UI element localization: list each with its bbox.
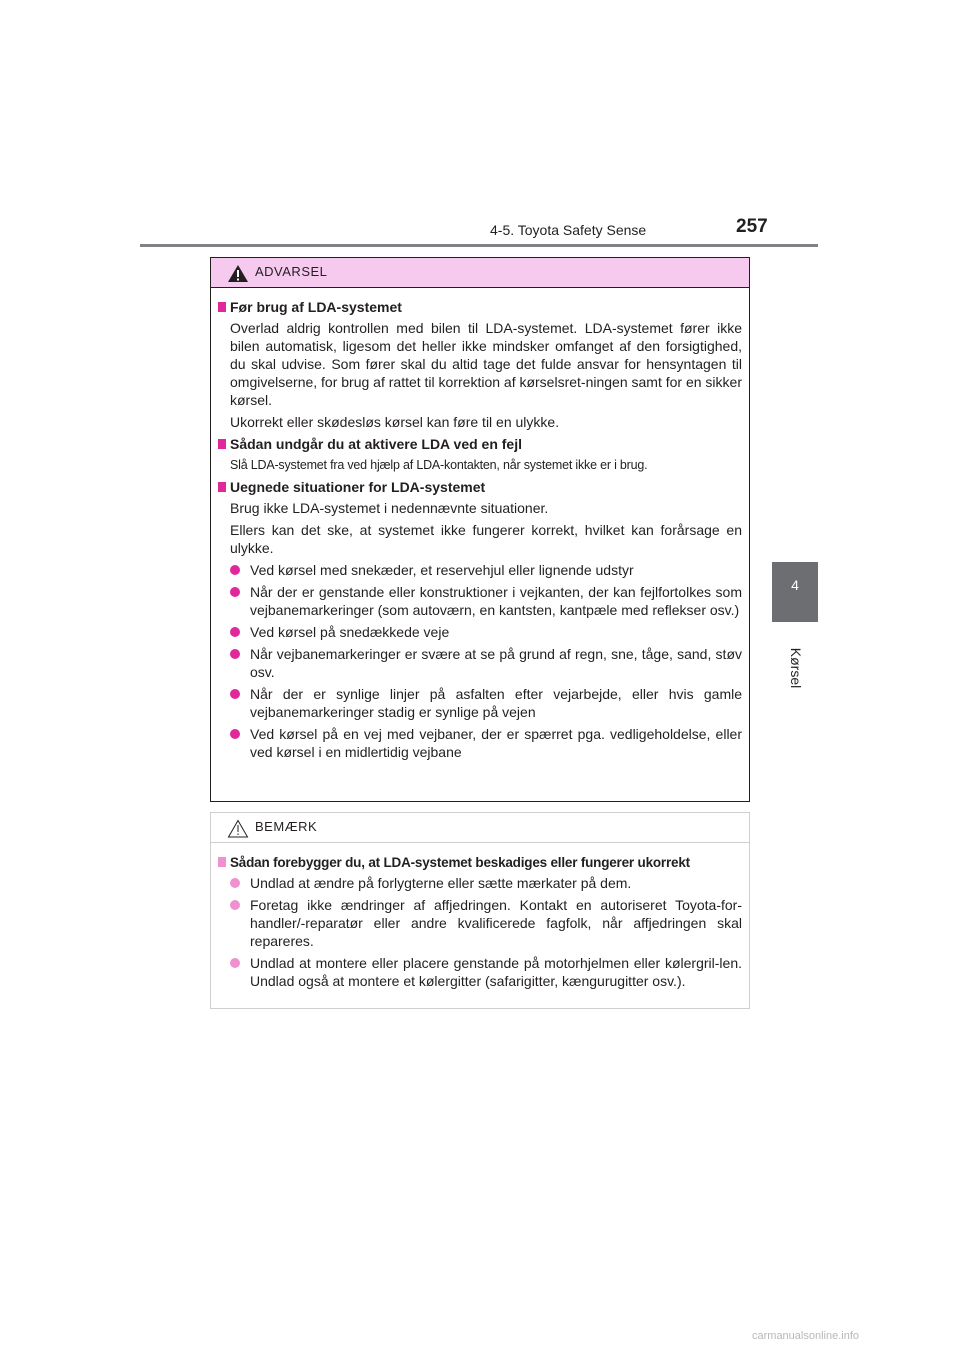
bullet-text: Når vejbanemarkeringer er svære at se på grund af regn, sne, tåge, sand, støv osv. (250, 646, 742, 680)
warning-box (210, 257, 750, 802)
list-item (230, 896, 742, 950)
warning-heading-3 (218, 478, 742, 497)
warning-body (211, 288, 749, 761)
notice-heading (218, 853, 742, 872)
square-bullet-icon (218, 439, 226, 449)
heading-text: Før brug af LDA-systemet (230, 299, 402, 315)
warning-triangle-icon (227, 264, 249, 283)
bullet-text: Ved kørsel med snekæder, et reservehjul eller lignende udstyr (250, 562, 634, 578)
caution-triangle-icon (227, 819, 249, 838)
list-item (230, 725, 742, 761)
warning-paragraph: Ukorrekt eller skødesløs kørsel kan føre til en ulykke. (230, 414, 560, 430)
round-bullet-icon (230, 729, 240, 739)
list-item (230, 685, 742, 721)
round-bullet-icon (230, 587, 240, 597)
square-bullet-icon (218, 302, 226, 312)
page-number: 257 (736, 216, 768, 237)
bullet-text: Foretag ikke ændringer af affjedringen. Kontakt en autoriseret Toyota-for-handler/-reparatør eller andre kvalificerede fagfolk, når affjedringen skal repareres. (250, 897, 742, 949)
list-item (230, 583, 742, 619)
list-item (230, 623, 742, 641)
warning-paragraph: Brug ikke LDA-systemet i nedennævnte situationer. (230, 500, 549, 516)
warning-paragraph: Overlad aldrig kontrollen med bilen til LDA-systemet. LDA-systemet fører ikke bilen automatisk, ligesom det heller ikke mindsker omfanget af den forsigtighed, du skal udvise. Som fører skal du altid tage det fulde ansvar for hensyntagen til omgivelserne, for brug af rattet til korrektion af kørselsret-ningen samt for en sikker kørsel. (230, 320, 742, 408)
warning-title: ADVARSEL (255, 264, 328, 279)
round-bullet-icon (230, 958, 240, 968)
list-item (230, 561, 742, 579)
footer-watermark[interactable]: carmanualsonline.info (752, 1330, 860, 1342)
round-bullet-icon (230, 649, 240, 659)
bullet-text: Undlad at montere eller placere genstande på motorhjelmen eller kølergril-len. Undlad også at montere et kølergitter (safarigitter, kængurugitter osv.). (250, 955, 742, 989)
notice-header (211, 813, 749, 843)
bullet-text: Når der er genstande eller konstruktioner i vejkanten, der kan fejlfortolkes som vejbanemarkeringer (som autoværn, en kantsten, kantpæle med reflekser osv.) (250, 584, 742, 618)
heading-text: Uegnede situationer for LDA-systemet (230, 479, 486, 495)
list-item (230, 645, 742, 681)
bullet-text: Undlad at ændre på forlygterne eller sætte mærkater på dem. (250, 875, 632, 891)
warning-header (211, 258, 749, 288)
notice-body (211, 843, 749, 990)
square-bullet-icon (218, 857, 226, 867)
heading-text: Sådan forebygger du, at LDA-systemet beskadiges eller fungerer ukorrekt (230, 855, 690, 870)
round-bullet-icon (230, 878, 240, 888)
header-section-title: 4-5. Toyota Safety Sense (490, 222, 647, 238)
header-rule (140, 244, 818, 247)
round-bullet-icon (230, 565, 240, 575)
square-bullet-icon (218, 482, 226, 492)
warning-paragraph: Ellers kan det ske, at systemet ikke fungerer korrekt, hvilket kan forårsage en ulykke. (230, 522, 742, 556)
list-item (230, 954, 742, 990)
round-bullet-icon (230, 627, 240, 637)
warning-heading-1 (218, 298, 742, 317)
notice-title: BEMÆRK (255, 819, 318, 834)
bullet-text: Når der er synlige linjer på asfalten efter vejarbejde, eller hvis gamle vejbanemarkeringer stadig er synlige på vejen (250, 686, 742, 720)
bullet-text: Ved kørsel på en vej med vejbaner, der er spærret pga. vedligeholdelse, eller ved kørsel i en midlertidig vejbane (250, 726, 742, 760)
round-bullet-icon (230, 900, 240, 910)
notice-box (210, 812, 750, 1009)
warning-heading-2 (218, 435, 742, 454)
warning-paragraph: Slå LDA-systemet fra ved hjælp af LDA-kontakten, når systemet ikke er i brug. (230, 458, 648, 472)
heading-text: Sådan undgår du at aktivere LDA ved en fejl (230, 436, 522, 452)
chapter-tab (772, 562, 818, 622)
chapter-label: Kørsel (788, 647, 804, 689)
bullet-text: Ved kørsel på snedækkede veje (250, 624, 450, 640)
list-item (230, 874, 742, 892)
chapter-number: 4 (791, 577, 799, 593)
round-bullet-icon (230, 689, 240, 699)
